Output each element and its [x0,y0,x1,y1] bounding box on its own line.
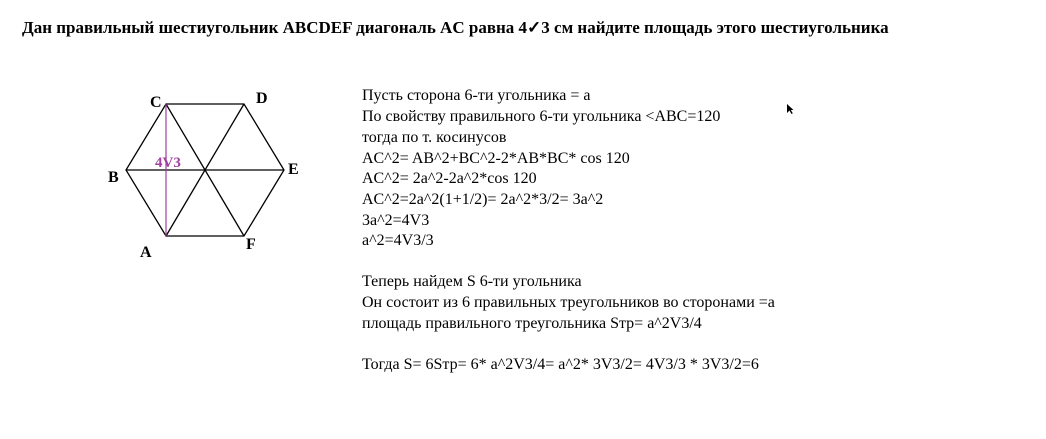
hexagon-figure [100,86,320,271]
vertex-label-b: B [108,169,119,186]
solution-text [362,86,775,375]
vertex-label-f: F [246,236,256,253]
solution-line: AC^2= 2a^2-2a^2*cos 120 [362,170,537,188]
vertex-label-a: A [140,244,152,261]
solution-line: площадь правильного треугольника Sтр= a^2V3/4 [362,314,702,332]
solution-line: тогда по т. косинусов [362,129,507,147]
vertex-label-d: D [256,90,268,107]
spacer [362,334,775,355]
solution-line: Теперь найдем S 6-ти угольника [362,273,582,291]
hexagon-drawing [100,86,320,271]
solution-line: a^2=4V3/3 [362,232,434,250]
cursor-icon [786,103,794,115]
solution-line: AC^2=2a^2(1+1/2)= 2a^2*3/2= 3a^2 [362,190,604,208]
problem-title: Дан правильный шестиугольник ABCDEF диагональ AC равна 4✓3 см найдите площадь этого шестиугольника [22,18,889,37]
vertex-label-e: E [288,161,299,178]
solution-line: AC^2= AB^2+BC^2-2*AB*BC* cos 120 [362,149,630,167]
diagonal-length-label: 4V3 [155,155,181,171]
spacer [362,252,775,273]
solution-conclusion: Тогда S= 6Sтр= 6* a^2V3/4= a^2* 3V3/2= 4V3/3 * 3V3/2=6 [362,355,759,373]
vertex-label-c: C [150,94,162,111]
solution-line: Пусть сторона 6-ти угольника = a [362,87,591,104]
solution-line: Он состоит из 6 правильных треугольников во сторонами =a [362,293,775,311]
solution-line: По свойству правильного 6-ти угольника <ABC=120 [362,107,721,125]
solution-line: 3a^2=4V3 [362,211,430,229]
